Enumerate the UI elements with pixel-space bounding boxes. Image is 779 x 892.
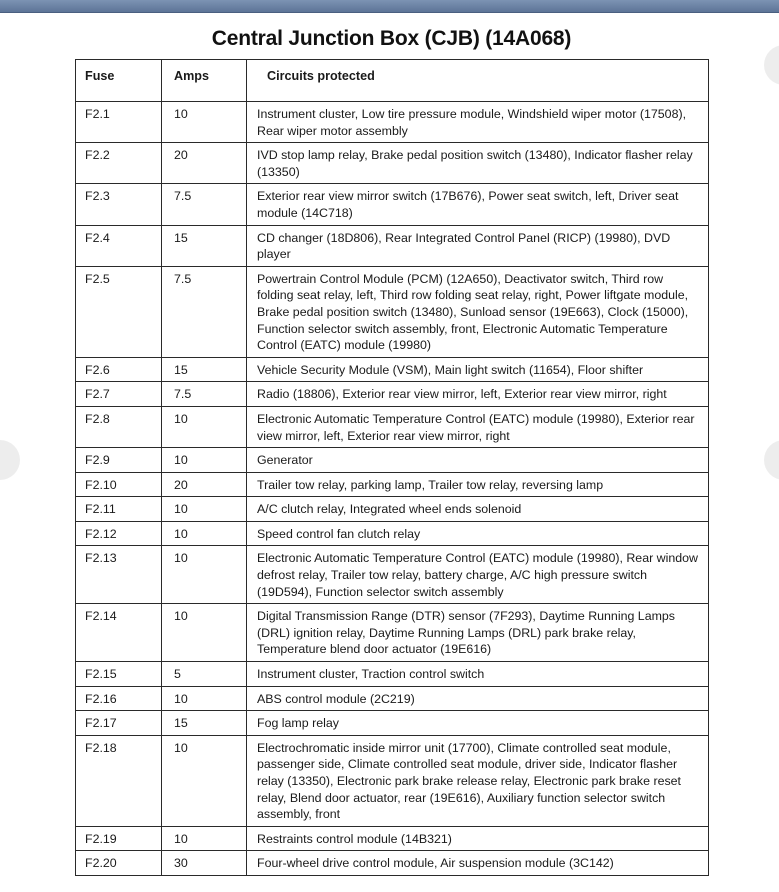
table-row xyxy=(76,711,709,736)
table-row xyxy=(76,686,709,711)
circuits-cell: Speed control fan clutch relay xyxy=(247,521,709,546)
circuits-cell: Powertrain Control Module (PCM) (12A650), Deactivator switch, Third row folding seat relay, left, Third row folding seat relay, right, Power liftgate module, Brake pedal position switch (13480), Sunload sensor (19E663), Clock (15000), Function selector switch assembly, front, Electronic Automatic Temperature Control (EATC) module (19980) xyxy=(247,266,709,357)
amps-cell: 7.5 xyxy=(162,184,247,225)
fuse-cell: F2.8 xyxy=(76,406,162,447)
table-row xyxy=(76,225,709,266)
circuits-cell: A/C clutch relay, Integrated wheel ends solenoid xyxy=(247,497,709,522)
table-row xyxy=(76,448,709,473)
circuits-cell: Restraints control module (14B321) xyxy=(247,826,709,851)
table-row xyxy=(76,662,709,687)
table-row xyxy=(76,546,709,604)
amps-cell: 10 xyxy=(162,604,247,662)
circuits-cell: Trailer tow relay, parking lamp, Trailer tow relay, reversing lamp xyxy=(247,472,709,497)
amps-cell: 10 xyxy=(162,497,247,522)
amps-cell: 15 xyxy=(162,357,247,382)
amps-cell: 7.5 xyxy=(162,382,247,407)
table-row xyxy=(76,604,709,662)
fuse-cell: F2.20 xyxy=(76,851,162,876)
table-row xyxy=(76,735,709,826)
page-title: Central Junction Box (CJB) (14A068) xyxy=(211,27,572,50)
fuse-table xyxy=(75,59,709,876)
amps-cell: 10 xyxy=(162,826,247,851)
fuse-cell: F2.11 xyxy=(76,497,162,522)
fuse-cell: F2.17 xyxy=(76,711,162,736)
circuits-cell: Electrochromatic inside mirror unit (17700), Climate controlled seat module, passenger side, Climate controlled seat module, driver side, Indicator flasher relay (13350), Electronic park brake release relay, Electronic park brake reset relay, Blend door actuator, rear (19E616), Auxiliary function selector switch assembly, front xyxy=(247,735,709,826)
circuits-cell: Vehicle Security Module (VSM), Main light switch (11654), Floor shifter xyxy=(247,357,709,382)
table-row xyxy=(76,406,709,447)
right-nav-decoration-top xyxy=(764,45,779,85)
table-row xyxy=(76,143,709,184)
amps-cell: 10 xyxy=(162,735,247,826)
circuits-cell: Radio (18806), Exterior rear view mirror, left, Exterior rear view mirror, right xyxy=(247,382,709,407)
circuits-cell: Instrument cluster, Low tire pressure module, Windshield wiper motor (17508), Rear wiper motor assembly xyxy=(247,102,709,143)
circuits-cell: Digital Transmission Range (DTR) sensor (7F293), Daytime Running Lamps (DRL) ignition relay, Daytime Running Lamps (DRL) park brake relay, Temperature blend door actuator (19E616) xyxy=(247,604,709,662)
circuits-cell: Exterior rear view mirror switch (17B676), Power seat switch, left, Driver seat module (14C718) xyxy=(247,184,709,225)
left-nav-decoration xyxy=(0,440,20,480)
table-row xyxy=(76,851,709,876)
table-row xyxy=(76,102,709,143)
table-row xyxy=(76,826,709,851)
amps-cell: 10 xyxy=(162,686,247,711)
table-row xyxy=(76,472,709,497)
table-row xyxy=(76,184,709,225)
fuse-cell: F2.3 xyxy=(76,184,162,225)
table-row xyxy=(76,266,709,357)
circuits-cell: IVD stop lamp relay, Brake pedal position switch (13480), Indicator flasher relay (13350) xyxy=(247,143,709,184)
amps-cell: 10 xyxy=(162,546,247,604)
amps-cell: 20 xyxy=(162,143,247,184)
circuits-cell: CD changer (18D806), Rear Integrated Control Panel (RICP) (19980), DVD player xyxy=(247,225,709,266)
amps-cell: 15 xyxy=(162,225,247,266)
amps-cell: 10 xyxy=(162,102,247,143)
fuse-cell: F2.7 xyxy=(76,382,162,407)
amps-cell: 10 xyxy=(162,521,247,546)
fuse-cell: F2.13 xyxy=(76,546,162,604)
table-header-row xyxy=(76,60,709,102)
fuse-cell: F2.16 xyxy=(76,686,162,711)
circuits-cell: ABS control module (2C219) xyxy=(247,686,709,711)
fuse-cell: F2.14 xyxy=(76,604,162,662)
circuits-cell: Electronic Automatic Temperature Control (EATC) module (19980), Exterior rear view mirror, left, Exterior rear view mirror, right xyxy=(247,406,709,447)
window-top-bar xyxy=(0,0,779,13)
fuse-cell: F2.1 xyxy=(76,102,162,143)
amps-cell: 7.5 xyxy=(162,266,247,357)
fuse-cell: F2.4 xyxy=(76,225,162,266)
circuits-cell: Electronic Automatic Temperature Control (EATC) module (19980), Rear window defrost relay, Trailer tow relay, battery charge, A/C high pressure switch (19D594), Function selector switch assembly xyxy=(247,546,709,604)
fuse-cell: F2.2 xyxy=(76,143,162,184)
table-body xyxy=(76,102,709,876)
table-row xyxy=(76,357,709,382)
fuse-cell: F2.6 xyxy=(76,357,162,382)
circuits-cell: Four-wheel drive control module, Air suspension module (3C142) xyxy=(247,851,709,876)
table-row xyxy=(76,382,709,407)
amps-cell: 30 xyxy=(162,851,247,876)
fuse-cell: F2.15 xyxy=(76,662,162,687)
right-nav-decoration-bottom xyxy=(764,440,779,480)
fuse-cell: F2.19 xyxy=(76,826,162,851)
circuits-cell: Generator xyxy=(247,448,709,473)
amps-cell: 10 xyxy=(162,448,247,473)
fuse-cell: F2.10 xyxy=(76,472,162,497)
fuse-cell: F2.9 xyxy=(76,448,162,473)
amps-cell: 5 xyxy=(162,662,247,687)
circuits-cell: Instrument cluster, Traction control switch xyxy=(247,662,709,687)
column-header-circuits: Circuits protected xyxy=(247,60,709,102)
fuse-cell: F2.18 xyxy=(76,735,162,826)
fuse-cell: F2.5 xyxy=(76,266,162,357)
column-header-fuse: Fuse xyxy=(76,60,162,102)
amps-cell: 10 xyxy=(162,406,247,447)
table-row xyxy=(76,497,709,522)
table-row xyxy=(76,521,709,546)
circuits-cell: Fog lamp relay xyxy=(247,711,709,736)
column-header-amps: Amps xyxy=(162,60,247,102)
amps-cell: 15 xyxy=(162,711,247,736)
fuse-cell: F2.12 xyxy=(76,521,162,546)
amps-cell: 20 xyxy=(162,472,247,497)
